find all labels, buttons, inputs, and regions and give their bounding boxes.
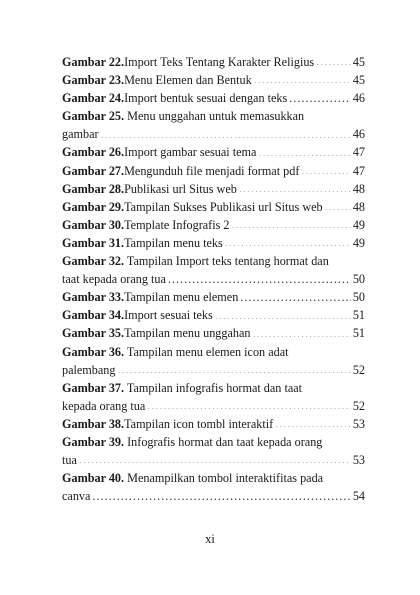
figure-number: Gambar 34. [62,308,125,323]
dot-leader [117,361,350,373]
figure-title: Menu Elemen dan Bentuk [124,73,252,88]
toc-entry [62,143,365,161]
toc-entry-line [62,433,365,451]
toc-entry-continuation [62,397,365,415]
figure-title: Import sesuai teks [124,308,213,323]
page-number-ref: 52 [352,398,365,413]
toc-entry-line [62,198,365,216]
figure-number: Gambar 31. [62,235,125,250]
figure-title: Tampilan icon tombl interaktif [124,416,274,431]
figure-title: Tampilan menu unggahan [124,326,251,341]
dot-leader [325,198,351,210]
toc-entry-line [62,234,365,252]
page-number-ref: 49 [352,235,365,250]
toc-entry-line [62,288,365,306]
dot-leader [275,415,351,427]
page-number-ref: 45 [352,73,365,88]
figure-title-continued: kepada orang tua [62,398,146,413]
figure-title: Menu unggahan untuk memasukkan [127,109,305,124]
page-number-ref: 54 [352,489,365,504]
toc-entry-continuation [62,361,365,379]
page-number-ref: 52 [352,362,365,377]
toc-entry [62,234,365,252]
page-number-ref: 49 [352,217,365,232]
toc-entry-line [62,143,365,161]
toc-entry-line [62,306,365,324]
page-number-ref: 47 [352,145,365,160]
toc-entry-line [62,343,365,361]
figure-title: Tampilan Sukses Publikasi url Situs web [124,199,323,214]
toc-entry-continuation [62,125,365,143]
toc-entry-line [62,71,365,89]
toc-entry-line [62,89,365,107]
toc-entry [62,469,365,505]
toc-entry-line [62,162,365,180]
dot-leader [225,234,351,246]
toc-entry-line [62,415,365,433]
toc-entry [62,433,365,469]
figure-title: Tampilan menu teks [124,235,223,250]
toc-entry [62,162,365,180]
dot-leader [215,307,351,319]
figure-title: Publikasi url Situs web [124,181,237,196]
dot-leader [316,53,351,65]
toc-entry-continuation [62,487,365,505]
dot-leader [168,270,351,282]
toc-entry-line [62,180,365,198]
dot-leader [240,288,351,300]
figure-title: Mengunduh file menjadi format pdf [124,163,300,178]
page-number-ref: 53 [352,416,365,431]
figure-title-continued: palembang [62,362,116,377]
figure-number: Gambar 23. [62,73,125,88]
figure-number: Gambar 33. [62,290,125,305]
figure-title-continued: canva [62,489,91,504]
figure-number: Gambar 36. [62,344,125,359]
figure-number: Gambar 24. [62,91,125,106]
page-number-ref: 53 [352,453,365,468]
figure-number: Gambar 28. [62,181,125,196]
toc-entry [62,71,365,89]
toc-entry [62,107,365,143]
dot-leader [254,71,351,83]
toc-entry [62,306,365,324]
toc-entry [62,53,365,71]
figure-number: Gambar 29. [62,199,125,214]
figure-title-continued: tua [62,453,77,468]
figure-number: Gambar 30. [62,217,125,232]
toc-entry [62,324,365,342]
figure-number: Gambar 22. [62,55,125,69]
toc-entry-line [62,324,365,342]
toc-entry-line [62,379,365,397]
page-number-ref: 51 [352,326,365,341]
figure-title: Tampilan infografis hormat dan taat [126,380,303,395]
page-number-ref: 46 [352,91,365,106]
toc-entry [62,89,365,107]
figure-title: Template Infografis 2 [124,217,230,232]
page-number-ref: 45 [352,55,365,69]
figure-title-continued: taat kepada orang tua [62,272,166,287]
figure-number: Gambar 40. [62,471,125,486]
dot-leader [92,487,350,499]
page-number-ref: 47 [352,163,365,178]
toc-entry [62,216,365,234]
figure-title: Import Teks Tentang Karakter Religius [124,55,315,69]
figure-title: Tampilan menu elemen [124,290,239,305]
page-number-ref: 51 [352,308,365,323]
dot-leader [252,325,350,337]
page-number-ref: 48 [352,199,365,214]
toc-entry [62,198,365,216]
figure-number: Gambar 39. [62,434,125,449]
page-number-ref: 46 [352,127,365,142]
dot-leader [239,180,351,192]
toc-entry [62,288,365,306]
figure-title: Tampilan menu elemen icon adat [126,344,289,359]
figure-number: Gambar 27. [62,163,125,178]
dot-leader [301,162,350,174]
page-number-ref: 50 [352,290,365,305]
figure-title: Import gambar sesuai tema [124,145,257,160]
figure-title: Import bentuk sesuai dengan teks [124,91,288,106]
figure-number: Gambar 38. [62,416,125,431]
list-of-figures [62,53,365,505]
figure-title: Tampilan Import teks tentang hormat dan [126,254,329,269]
figure-title-continued: gambar [62,127,99,142]
figure-number: Gambar 37. [62,380,125,395]
figure-title: Infografis hormat dan taat kepada orang [127,434,323,449]
page-number-ref: 48 [352,181,365,196]
toc-entry-line [62,107,365,125]
dot-leader [289,89,351,101]
dot-leader [101,126,351,138]
figure-number: Gambar 35. [62,326,125,341]
figure-number: Gambar 26. [62,145,125,160]
toc-entry [62,252,365,288]
figure-number: Gambar 32. [62,254,125,269]
dot-leader [258,144,350,156]
toc-entry-line [62,252,365,270]
dot-leader [147,397,351,409]
toc-entry-line [62,469,365,487]
toc-entry [62,343,365,379]
dot-leader [79,451,351,463]
toc-entry-line [62,216,365,234]
toc-entry [62,379,365,415]
toc-entry-continuation [62,451,365,469]
toc-entry-continuation [62,270,365,288]
toc-entry [62,180,365,198]
toc-entry-line [62,53,365,71]
dot-leader [232,216,351,228]
figure-title: Menampilkan tombol interaktifitas pada [127,471,324,486]
page-number: xi [205,532,215,546]
toc-entry [62,415,365,433]
page-number-ref: 50 [352,272,365,287]
figure-number: Gambar 25. [62,109,125,124]
